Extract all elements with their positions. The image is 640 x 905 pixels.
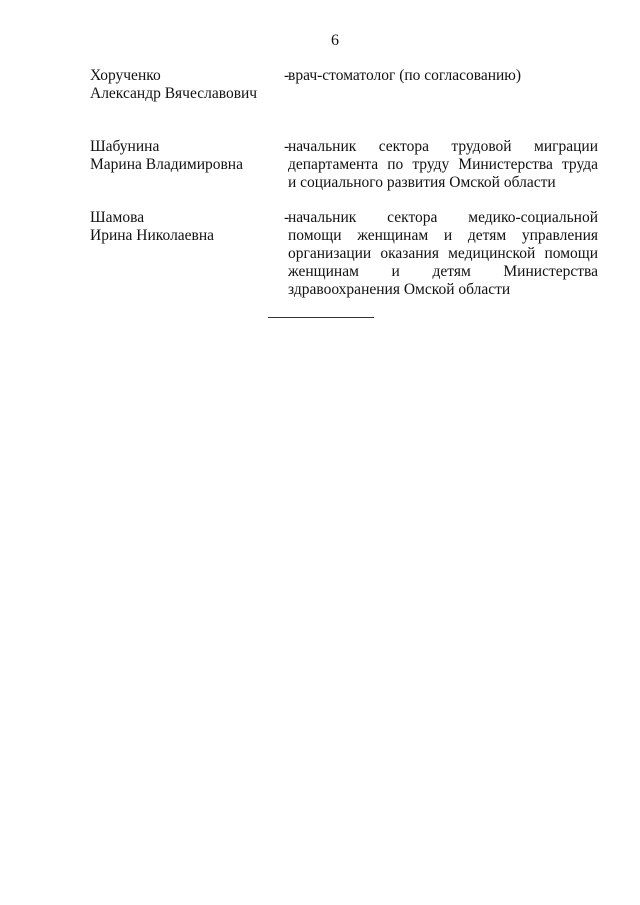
position-line: женщинам и детям Министерства: [288, 263, 598, 280]
position-line: департамента по труду Министерства труда: [288, 156, 598, 173]
member-position: [288, 209, 598, 299]
position-line: здравоохранения Омской области: [288, 281, 511, 298]
dash-separator: -: [284, 138, 290, 155]
member-surname: Шабунина: [90, 138, 160, 155]
dash-separator: -: [284, 67, 290, 84]
dash-separator: -: [284, 209, 290, 226]
member-given-names: Александр Вячеславович: [90, 85, 258, 102]
member-entry: [90, 209, 598, 303]
position-line: и социального развития Омской области: [288, 174, 556, 191]
position-line: начальник сектора трудовой миграции: [288, 138, 598, 155]
closing-rule: [268, 317, 374, 318]
member-entry: [90, 138, 598, 196]
member-position: [288, 67, 598, 85]
position-line: начальник сектора медико-социальной: [288, 209, 598, 226]
member-name: [90, 138, 280, 174]
position-line: помощи женщинам и детям управления: [288, 227, 598, 244]
member-entry: [90, 67, 598, 107]
member-given-names: Марина Владимировна: [90, 156, 243, 173]
member-position: [288, 138, 598, 192]
member-name: [90, 67, 280, 103]
position-line: врач-стоматолог (по согласованию): [288, 67, 522, 84]
position-line: организации оказания медицинской помощи: [288, 245, 598, 262]
member-surname: Шамова: [90, 209, 145, 226]
member-name: [90, 209, 280, 245]
page-number: 6: [331, 32, 339, 49]
member-given-names: Ирина Николаевна: [90, 227, 215, 244]
member-surname: Хорученко: [90, 67, 161, 84]
